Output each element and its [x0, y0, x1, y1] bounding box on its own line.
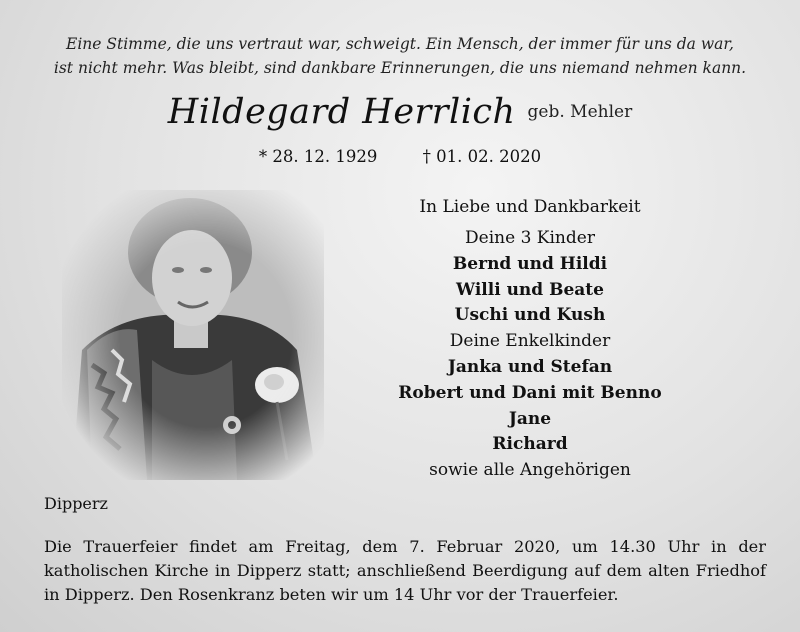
deceased-name-line: [0, 92, 800, 132]
death-date: † 01. 02. 2020: [422, 147, 542, 166]
motto-line-1: Eine Stimme, die uns vertraut war, schweigt. Ein Mensch, der immer für uns da war,: [66, 35, 734, 53]
birth-name: geb. Mehler: [527, 102, 633, 122]
mourners-block: [330, 194, 730, 484]
place-name: Dipperz: [44, 494, 108, 513]
deceased-name: Hildegard Herrlich: [167, 92, 516, 132]
motto-verse: [0, 32, 800, 80]
mourner-line: Jane: [508, 408, 552, 429]
motto-line-2: ist nicht mehr. Was bleibt, sind dankbare Erinnerungen, die uns niemand nehmen kann.: [53, 59, 747, 77]
mourner-line: Janka und Stefan: [447, 356, 613, 377]
portrait-photo: [62, 190, 324, 480]
mourner-line: Uschi und Kush: [454, 305, 606, 326]
birth-date: * 28. 12. 1929: [258, 147, 378, 166]
mourner-line: Willi und Beate: [456, 279, 604, 300]
mourner-line: sowie alle Angehörigen: [429, 460, 631, 481]
life-dates: [0, 147, 800, 166]
mourner-line: Bernd und Hildi: [452, 253, 608, 274]
mourner-line: Robert und Dani mit Benno: [398, 382, 662, 403]
funeral-service-text: Die Trauerfeier findet am Freitag, dem 7. Februar 2020, um 14.30 Uhr in der katholischen Kirche in Dipperz statt; anschließend Beerdigung auf dem alten Friedhof in Dipperz. Den Rosenkranz beten wir um 14 Uhr vor der Trauerfeier.: [44, 537, 766, 604]
mourners-intro: In Liebe und Dankbarkeit: [419, 197, 641, 217]
mourner-line: Deine 3 Kinder: [465, 228, 595, 248]
mourner-line: Deine Enkelkinder: [449, 331, 611, 352]
mourner-line: Richard: [492, 434, 568, 455]
